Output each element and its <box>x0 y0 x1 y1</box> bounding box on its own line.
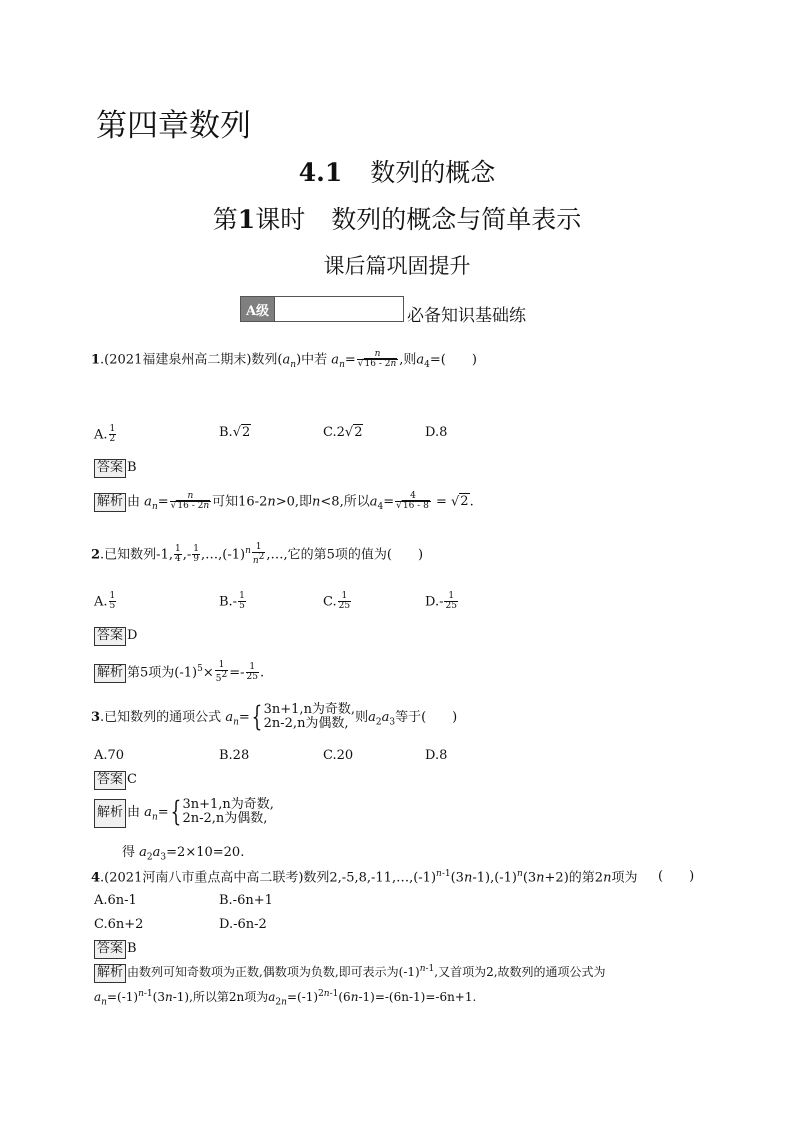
section-number: 4.1 <box>298 158 343 187</box>
q3-option-b: B.28 <box>219 748 250 763</box>
q1-option-a: A. $\frac{1}{2}$ <box>94 424 116 445</box>
q1-analysis: 解析 由 $a_n=$ $\frac{n}{√16 - 2n}$ 可知16-2n>0,即n<8,所以$a_4=$ $\frac{4}{√16 - 8}$ = √2. <box>94 492 474 513</box>
level-title: 必备知识基础练 <box>407 306 526 326</box>
q4-option-a: A.6n-1 <box>94 893 137 908</box>
question-3: 3.已知数列的通项公式 $a_n=${ 3n+1,n为奇数, 2n-2,n为偶数, 则$a_2a_3$等于( ) <box>91 700 458 734</box>
q4-answer: 答案 B <box>94 940 137 959</box>
q2-option-c: C. $\frac{1}{25}$ <box>323 591 351 612</box>
q4-analysis: 解析 由数列可知奇数项为正数,偶数项为负数,即可表示为$(-1)^{n-1}$,又首项为2,故数列的通项公式为 <box>94 964 606 983</box>
q2-analysis: 解析 第5项为$(-1)^5\times$ $\frac{1}{5^2}$ =- $\frac{1}{25}$ . <box>94 661 264 685</box>
q3-option-a: A.70 <box>94 748 125 763</box>
q1-answer: 答案 B <box>94 459 137 478</box>
analysis-tag: 解析 <box>94 493 126 512</box>
q3-option-d: D.8 <box>425 748 448 763</box>
question-4: 4.(2021河南八市重点高中高二联考)数列$2,-5,8,-11,\dots,(-1)^{n-1}(3n-1),(-1)^n(3n+2)$的第2n项为 <box>91 869 638 886</box>
q4-option-c: C.6n+2 <box>94 917 144 932</box>
q4-option-b: B.-6n+1 <box>219 893 273 908</box>
section-name: 数列的概念 <box>370 158 496 187</box>
chapter-title: 第四章数列 <box>96 108 251 144</box>
q1-option-c: C.2√2 <box>323 425 363 440</box>
q4-analysis-line2: $a_n=(-1)^{n-1}(3n-1)$,所以第2n项为$a_{2n}=(-1)^{2n-1}(6n-1)=-(6n-1)=-6n+1$. <box>94 989 477 1008</box>
q4-paren: ( ) <box>658 869 695 884</box>
q3-answer: 答案 C <box>94 771 137 790</box>
q2-option-a: A. $\frac{1}{5}$ <box>94 591 116 612</box>
level-badge: A级 <box>240 296 275 322</box>
q1-option-b: B.√2 <box>219 425 251 440</box>
answer-tag: 答案 <box>94 459 126 478</box>
q3-analysis: 解析 由 $a_n=${ 3n+1,n为奇数, 2n-2,n为偶数, <box>94 798 274 828</box>
level-header <box>240 296 526 326</box>
practice-title: 课后篇巩固提升 <box>323 254 471 278</box>
q1-option-d: D.8 <box>425 425 448 440</box>
q2-answer: 答案 D <box>94 627 137 646</box>
lesson-name: 数列的概念与简单表示 <box>331 205 582 234</box>
level-box <box>275 296 404 322</box>
q2-option-b: B.- $\frac{1}{5}$ <box>219 591 245 612</box>
section-title <box>0 153 794 189</box>
q2-option-d: D.- $\frac{1}{25}$ <box>425 591 457 612</box>
q3-option-c: C.20 <box>323 748 354 763</box>
question-1: 1.(2021福建泉州高二期末)数列$(a_n)$中若 $a_n=$ $\frac{n}{√16 - 2n}$ ,则$a_4=$( ) <box>91 349 477 371</box>
lesson-title: 第1课时 数列的概念与简单表示 <box>212 205 582 234</box>
question-2: 2.已知数列-1, $\frac{1}{4}$ ,- $\frac{1}{9}$ $,\dots,(-1)^n$ $\frac{1}{n^2}$ ,…,它的第5项的值为( ) <box>91 542 424 567</box>
q3-analysis-line2: 得 $a_2a_3=2\times 10=20$. <box>122 845 245 863</box>
q4-option-d: D.-6n-2 <box>219 917 267 932</box>
